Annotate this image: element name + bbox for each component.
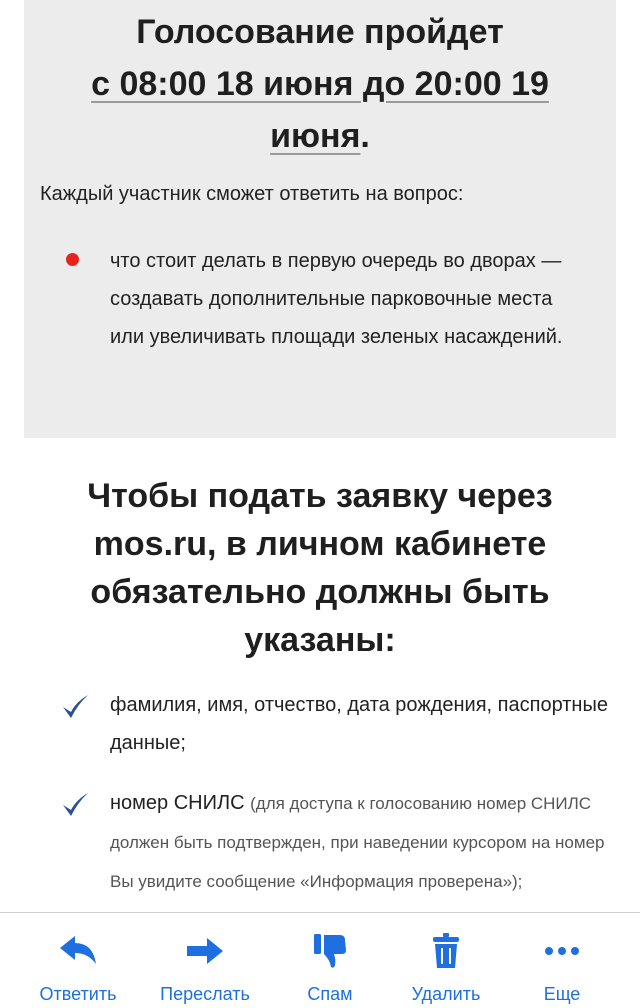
more-label: Еще xyxy=(543,984,581,1004)
red-bullet-icon xyxy=(66,253,79,266)
voting-date-range-link[interactable]: с 08:00 18 июня до 20:00 19 xyxy=(91,65,549,103)
reply-button[interactable] xyxy=(28,913,128,1008)
delete-button[interactable] xyxy=(400,913,492,1008)
reply-icon xyxy=(58,931,98,971)
requirement-note: (для доступа к голосованию номер СНИЛС должен быть подтвержден, при наведении курсором на номер Вы увидите сообщение «Информация проверена»); xyxy=(110,794,605,891)
checkmark-icon xyxy=(60,790,90,820)
voting-title xyxy=(24,6,616,162)
trash-icon xyxy=(431,931,461,971)
forward-icon xyxy=(185,931,225,971)
reply-label: Ответить xyxy=(39,984,117,1004)
voting-date-range-link-end[interactable]: июня xyxy=(270,117,361,155)
delete-label: Удалить xyxy=(411,984,481,1004)
more-icon xyxy=(544,931,580,971)
requirement-item xyxy=(110,686,610,762)
requirement-main: номер СНИЛС xyxy=(110,792,245,814)
forward-label: Переслать xyxy=(160,984,250,1004)
voting-title-period: . xyxy=(360,117,370,155)
voting-intro: Каждый участник сможет ответить на вопрос: xyxy=(40,183,464,205)
requirement-item xyxy=(110,784,610,901)
application-title: Чтобы подать заявку через mos.ru, в личном кабинете обязательно должны быть указаны: xyxy=(87,477,553,659)
checkmark-icon xyxy=(60,692,90,722)
spam-button[interactable] xyxy=(290,913,370,1008)
mail-toolbar xyxy=(0,913,640,1008)
spam-label: Спам xyxy=(307,984,353,1004)
voting-title-line1: Голосование пройдет xyxy=(136,13,504,51)
requirement-main: фамилия, имя, отчество, дата рождения, паспортные данные; xyxy=(110,694,608,754)
more-button[interactable] xyxy=(520,913,604,1008)
forward-button[interactable] xyxy=(150,913,260,1008)
thumbs-down-icon xyxy=(312,931,348,971)
voting-question: что стоит делать в первую очередь во дворах — создавать дополнительные парковочные места или увеличивать площади зеленых насаждений. xyxy=(110,250,563,348)
